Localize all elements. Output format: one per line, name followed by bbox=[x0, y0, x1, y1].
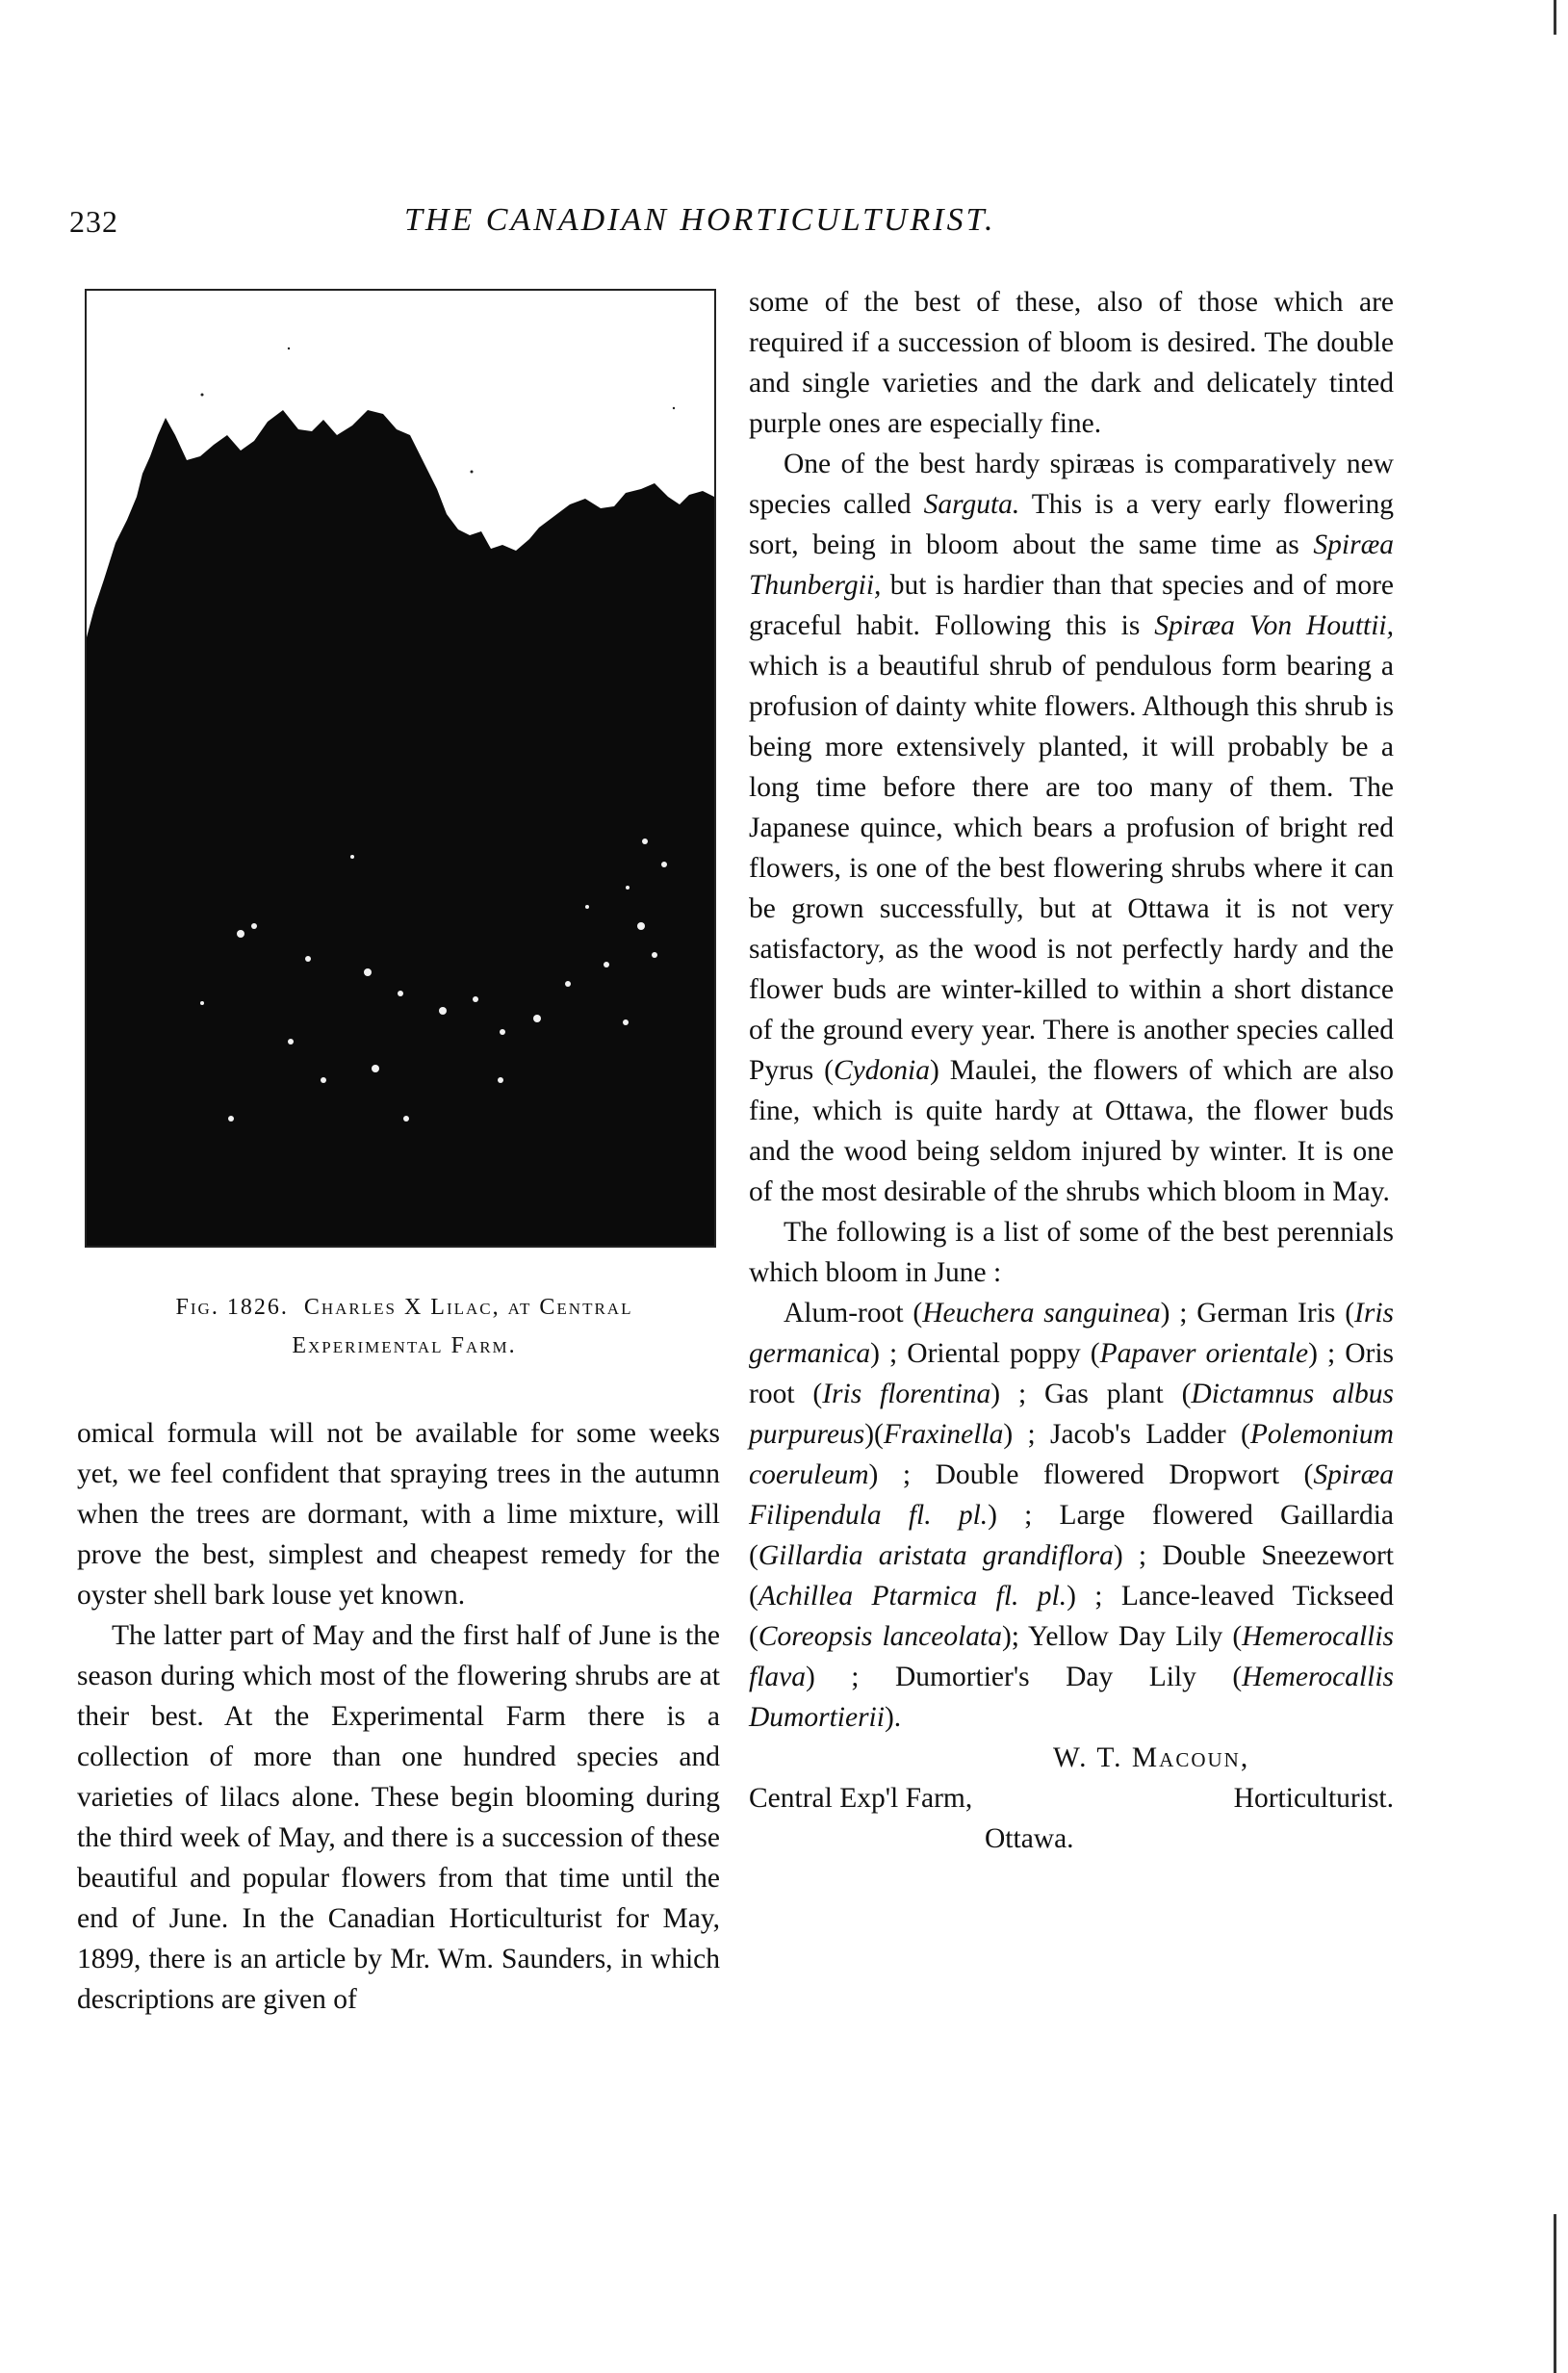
species-name: Iris florentina bbox=[822, 1379, 991, 1409]
figure-caption-line1: Charles X Lilac, at Central bbox=[303, 1295, 633, 1320]
text-run: One of the best hardy spiræas is comparatively new species called bbox=[749, 449, 1394, 520]
author-signature: W. T. Macoun, bbox=[1053, 1742, 1250, 1773]
species-name: Hemerocallis flava bbox=[749, 1621, 1395, 1692]
text-run: ) ; German Iris ( bbox=[1160, 1298, 1355, 1328]
author-place: Central Exp'l Farm, bbox=[749, 1783, 973, 1814]
text-run: ); Yellow Day Lily ( bbox=[1001, 1621, 1243, 1652]
text-run: This is a very early flowering sort, being in bloom about the same time as bbox=[749, 489, 1394, 560]
lilac-photo-image bbox=[87, 291, 714, 1246]
left-paragraph-1: omical formula will not be available for some weeks yet, we feel confident that spraying trees in the autumn when the trees are dormant, with a lime mixture, will prove the best, simplest and cheapest remedy for the oyster shell bark louse yet known. bbox=[77, 1418, 720, 1611]
figure-label: Fig. 1826. bbox=[175, 1295, 289, 1320]
species-name: Spiræa Thunbergii, bbox=[749, 529, 1394, 601]
species-name: Gillardia aristata grandiflora bbox=[758, 1540, 1114, 1571]
species-name: Spiræa Von Houttii, bbox=[1154, 610, 1394, 641]
figure-caption-line2: Experimental Farm. bbox=[292, 1333, 517, 1358]
text-run: ) ; Oris root ( bbox=[749, 1338, 1395, 1409]
species-name: Polemonium coeruleum bbox=[749, 1419, 1394, 1490]
page-number: 232 bbox=[69, 204, 118, 239]
scan-edge-mark bbox=[1554, 2214, 1556, 2373]
perennials-list-paragraph bbox=[749, 1293, 1394, 1738]
species-name: Fraxinella bbox=[883, 1419, 1004, 1450]
species-name: Iris germanica bbox=[749, 1298, 1394, 1369]
figure-caption bbox=[77, 1288, 732, 1365]
species-name: Hemerocallis Dumortierii bbox=[749, 1662, 1394, 1733]
text-run: )( bbox=[864, 1419, 884, 1450]
author-city: Ottawa. bbox=[985, 1823, 1074, 1854]
species-name: Dictamnus albus purpureus bbox=[749, 1379, 1395, 1450]
text-run: but is hardier than that species and of more graceful habit. Following this is bbox=[749, 570, 1394, 641]
text-run: ) ; Double flowered Dropwort ( bbox=[868, 1459, 1314, 1490]
text-run: ) ; Dumortier's Day Lily ( bbox=[806, 1662, 1243, 1692]
species-name: Coreopsis lanceolata bbox=[758, 1621, 1002, 1652]
species-name: Heuchera sanguinea bbox=[922, 1298, 1161, 1328]
right-paragraph-3: The following is a list of some of the best perennials which bloom in June : bbox=[749, 1217, 1394, 1288]
species-name: Cydonia bbox=[833, 1055, 930, 1086]
text-run: which is a beautiful shrub of pendulous form bearing a profusion of dainty white flowers. Although this shrub is being more extensively planted, it will probably be a long time before there are too many of them. The Japanese quince, which bears a profusion of bright red flowers, is one of the best flowering shrubs where it can be grown successfully, but at Ottawa it is not very satisfactory, as the wood is not perfectly hardy and the flower buds are winter-killed to within a short distance of the ground every year. There is another species called Pyrus ( bbox=[749, 651, 1394, 1086]
species-name: Spiræa Filipendula fl. pl. bbox=[749, 1459, 1394, 1531]
text-run: ) ; Gas plant ( bbox=[990, 1379, 1192, 1409]
author-title: Horticulturist. bbox=[1233, 1783, 1394, 1814]
text-run: ) ; Large flowered Gaillardia ( bbox=[749, 1500, 1394, 1571]
text-run: ) ; Oriental poppy ( bbox=[870, 1338, 1100, 1369]
right-paragraph-2 bbox=[749, 444, 1394, 1212]
text-run: ) Maulei, the flowers of which are also fine, which is quite hardy at Ottawa, the flower buds and the wood being seldom injured by winter. It is one of the most desirable of the shrubs which bloom in May. bbox=[749, 1055, 1394, 1207]
text-run: ) ; Double Sneezewort ( bbox=[749, 1540, 1395, 1612]
running-head-title: THE CANADIAN HORTICULTURIST. bbox=[404, 202, 996, 238]
species-name: Papaver orientale bbox=[1099, 1338, 1309, 1369]
scan-edge-mark bbox=[1554, 0, 1556, 35]
right-column bbox=[749, 282, 1394, 1859]
lilac-photograph bbox=[85, 289, 716, 1248]
text-run: Alum-root ( bbox=[784, 1298, 923, 1328]
species-name: Sarguta. bbox=[923, 489, 1020, 520]
author-affiliation bbox=[749, 1778, 1394, 1818]
right-paragraph-1: some of the best of these, also of those which are required if a succession of bloom is desired. The double and single varieties and the dark and delicately tinted purple ones are especially fine. bbox=[749, 287, 1394, 439]
species-name: Achillea Ptarmica fl. pl. bbox=[758, 1581, 1067, 1612]
left-paragraph-2: The latter part of May and the first half of June is the season during which most of the flowering shrubs are at their best. At the Experimental Farm there is a collection of more than one hundred species and varieties of lilacs alone. These begin blooming during the third week of May, and there is a succession of these beautiful and popular flowers from that time until the end of June. In the Canadian Horticulturist for May, 1899, there is an article by Mr. Wm. Saunders, in which descriptions are given of bbox=[77, 1620, 720, 2015]
text-run: ) ; Lance-leaved Tickseed ( bbox=[749, 1581, 1394, 1652]
text-run: ) ; Jacob's Ladder ( bbox=[1003, 1419, 1250, 1450]
text-run: ). bbox=[884, 1702, 902, 1733]
left-column bbox=[77, 1413, 720, 2020]
